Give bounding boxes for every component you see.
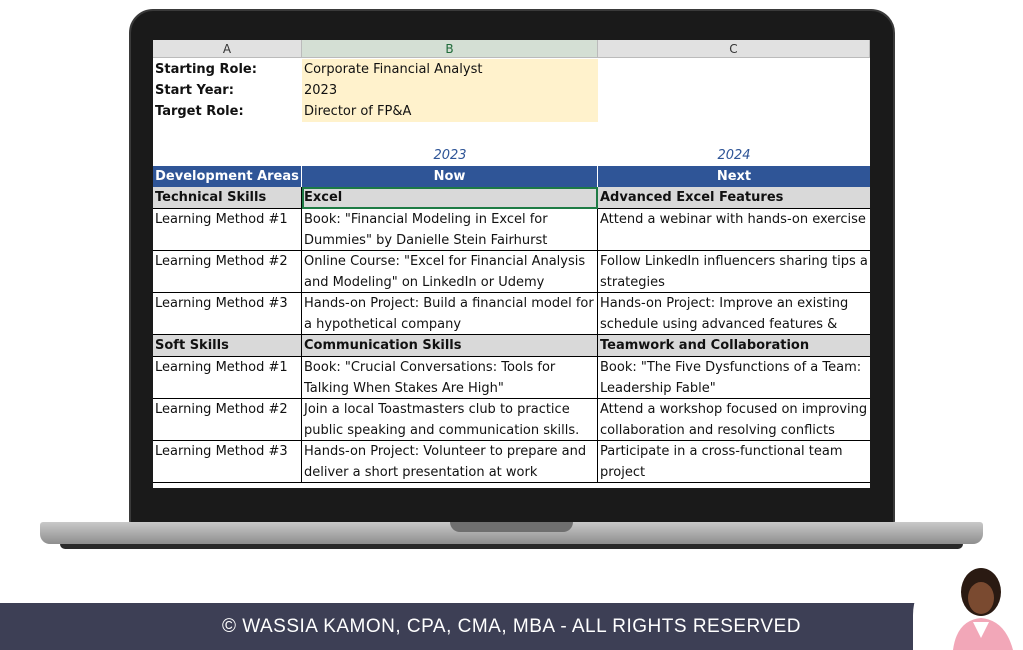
learning-method-next[interactable]: Attend a webinar with hands-on exercise xyxy=(598,209,870,251)
target-role-label[interactable]: Target Role: xyxy=(155,104,244,119)
column-header-b[interactable]: B xyxy=(302,40,598,58)
learning-method-now[interactable]: Book: "Crucial Conversations: Tools for Talking When Stakes Are High" xyxy=(302,357,598,399)
laptop-base-shadow xyxy=(60,544,963,549)
learning-method-now[interactable]: Hands-on Project: Volunteer to prepare and deliver a short presentation at work xyxy=(302,441,598,483)
table-row xyxy=(153,357,870,399)
column-header-a[interactable]: A xyxy=(153,40,302,58)
table-row xyxy=(153,251,870,293)
soft-skills-label[interactable]: Soft Skills xyxy=(153,335,302,357)
learning-method-next[interactable]: Participate in a cross-functional team project xyxy=(598,441,870,483)
soft-now-cell[interactable]: Communication Skills xyxy=(302,335,598,357)
learning-method-label[interactable]: Learning Method #3 xyxy=(153,441,302,483)
start-year-value[interactable]: 2023 xyxy=(302,80,598,101)
year-now[interactable]: 2023 xyxy=(433,148,467,163)
target-role-value[interactable]: Director of FP&A xyxy=(302,101,598,122)
technical-now-cell[interactable]: Excel xyxy=(302,187,598,209)
info-row-starting-role xyxy=(153,59,870,80)
now-header[interactable]: Now xyxy=(302,166,598,187)
column-header-row xyxy=(153,40,870,58)
learning-method-label[interactable]: Learning Method #2 xyxy=(153,399,302,441)
empty-cell[interactable] xyxy=(153,145,302,166)
technical-next-cell[interactable]: Advanced Excel Features xyxy=(598,187,870,209)
table-row xyxy=(153,399,870,441)
learning-method-now[interactable]: Book: "Financial Modeling in Excel for Dummies" by Danielle Stein Fairhurst xyxy=(302,209,598,251)
author-photo-icon xyxy=(913,560,1023,650)
development-header-row xyxy=(153,166,870,187)
author-photo xyxy=(913,560,1023,650)
learning-method-now[interactable]: Join a local Toastmasters club to practice public speaking and communication skills. xyxy=(302,399,598,441)
next-header[interactable]: Next xyxy=(598,166,870,187)
learning-method-next[interactable]: Book: "The Five Dysfunctions of a Team: Leadership Fable" xyxy=(598,357,870,399)
column-header-c[interactable]: C xyxy=(598,40,870,58)
laptop-notch xyxy=(450,522,573,532)
learning-method-next[interactable]: Follow LinkedIn influencers sharing tips a strategies xyxy=(598,251,870,293)
spreadsheet-screen xyxy=(153,40,870,488)
info-row-target-role xyxy=(153,101,870,122)
empty-cell[interactable] xyxy=(598,101,870,122)
learning-method-label[interactable]: Learning Method #1 xyxy=(153,209,302,251)
learning-method-now[interactable]: Online Course: "Excel for Financial Analysis and Modeling" on LinkedIn or Udemy xyxy=(302,251,598,293)
copyright-text: © WASSIA KAMON, CPA, CMA, MBA - ALL RIGHTS RESERVED xyxy=(221,616,801,637)
starting-role-label[interactable]: Starting Role: xyxy=(155,62,257,77)
year-row xyxy=(153,145,870,166)
copyright-footer xyxy=(0,603,1023,650)
learning-method-next[interactable]: Hands-on Project: Improve an existing schedule using advanced features & xyxy=(598,293,870,335)
technical-skills-row xyxy=(153,187,870,209)
year-next[interactable]: 2024 xyxy=(717,148,751,163)
table-row xyxy=(153,209,870,251)
soft-skills-row xyxy=(153,335,870,357)
table-row xyxy=(153,293,870,335)
soft-next-cell[interactable]: Teamwork and Collaboration xyxy=(598,335,870,357)
start-year-label[interactable]: Start Year: xyxy=(155,83,234,98)
learning-method-now[interactable]: Hands-on Project: Build a financial model for a hypothetical company xyxy=(302,293,598,335)
info-row-start-year xyxy=(153,80,870,101)
table-row xyxy=(153,441,870,483)
development-areas-header[interactable]: Development Areas xyxy=(153,166,302,187)
starting-role-value[interactable]: Corporate Financial Analyst xyxy=(302,59,598,80)
learning-method-label[interactable]: Learning Method #2 xyxy=(153,251,302,293)
empty-cell[interactable] xyxy=(598,59,870,80)
technical-skills-label[interactable]: Technical Skills xyxy=(153,187,302,209)
learning-method-next[interactable]: Attend a workshop focused on improving collaboration and resolving conflicts xyxy=(598,399,870,441)
learning-method-label[interactable]: Learning Method #3 xyxy=(153,293,302,335)
empty-cell[interactable] xyxy=(598,80,870,101)
learning-method-label[interactable]: Learning Method #1 xyxy=(153,357,302,399)
